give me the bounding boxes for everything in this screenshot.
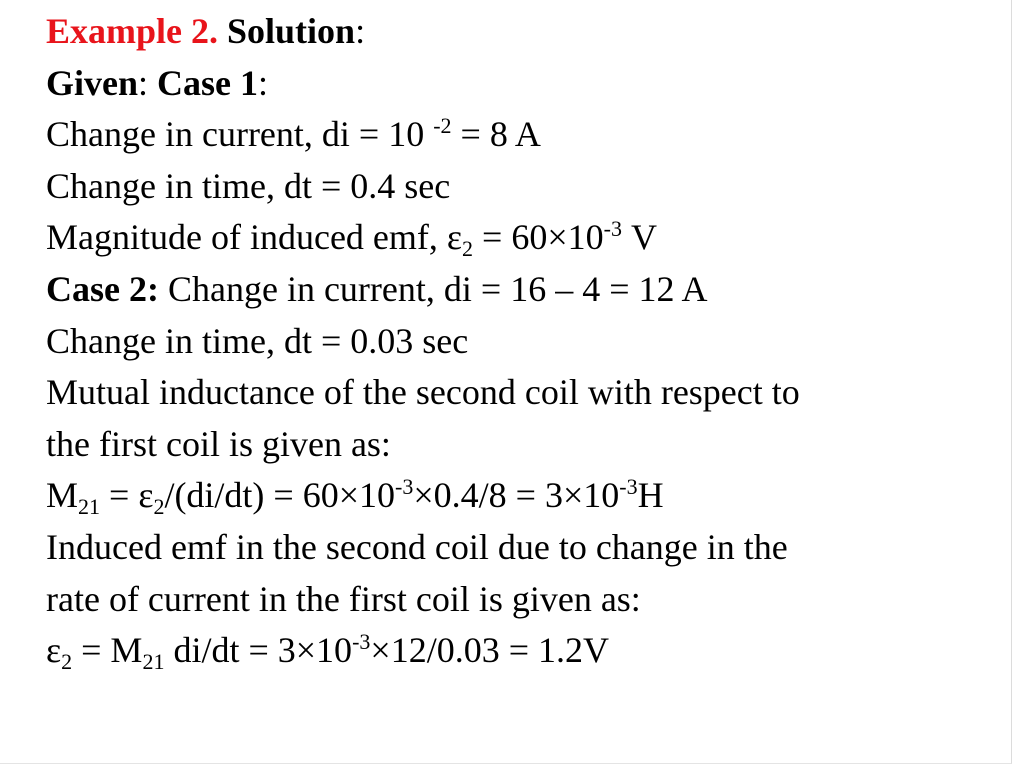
exponent: -3 — [603, 216, 622, 242]
exponent: -2 — [433, 113, 452, 139]
example-title: Example 2. — [46, 11, 219, 51]
given-line — [46, 58, 1006, 110]
eq-part: M — [46, 475, 79, 516]
subscript: 2 — [462, 236, 474, 262]
heading-line — [46, 6, 1006, 58]
case2-line — [46, 264, 1006, 316]
mutual-inductance-line-2: the first coil is given as: — [46, 423, 391, 464]
solution-colon: : — [355, 11, 366, 51]
induced-emf-unit: V — [621, 217, 657, 258]
eq-part: /(di/dt) = 60×10 — [164, 475, 396, 516]
subscript: 21 — [142, 649, 165, 675]
given-separator: : — [138, 62, 158, 103]
current-change-value: = 8 A — [451, 114, 541, 155]
emf-equation — [46, 625, 1006, 677]
induced-emf-second-coil-line-2: rate of current in the first coil is given as: — [46, 578, 641, 619]
exponent: -3 — [352, 629, 371, 655]
case2-label: Case 2: — [46, 268, 159, 309]
case1-colon: : — [258, 62, 269, 103]
subscript: 21 — [78, 494, 101, 520]
induced-emf-value: = 60×10 — [473, 217, 604, 258]
case2-current-change: Change in current, di = 16 – 4 = 12 A — [158, 268, 708, 309]
eq-part: = ε — [100, 475, 154, 516]
exponent: -3 — [395, 474, 414, 500]
m21-equation — [46, 470, 1006, 522]
current-change-line — [46, 109, 1006, 161]
case2-time-line: Change in time, dt = 0.03 sec — [46, 320, 469, 361]
current-change-text: Change in current, di = 10 — [46, 114, 434, 155]
slide-content — [46, 6, 1006, 677]
eq-part: di/dt = 3×10 — [164, 630, 353, 671]
given-label: Given — [46, 62, 139, 103]
solution-label: Solution — [218, 11, 356, 51]
mutual-inductance-line: Mutual inductance of the second coil with respect to — [46, 372, 800, 413]
time-change-line: Change in time, dt = 0.4 sec — [46, 165, 451, 206]
induced-emf-text: Magnitude of induced emf, ε — [46, 217, 463, 258]
eq-part: = M — [72, 630, 143, 671]
subscript: 2 — [153, 494, 165, 520]
induced-emf-line — [46, 212, 1006, 264]
subscript: 2 — [61, 649, 73, 675]
case1-label: Case 1 — [157, 62, 259, 103]
eq-part: H — [637, 475, 664, 516]
eq-part: ε — [46, 630, 62, 671]
exponent: -3 — [619, 474, 638, 500]
eq-part: ×0.4/8 = 3×10 — [413, 475, 620, 516]
eq-part: ×12/0.03 = 1.2V — [370, 630, 609, 671]
induced-emf-second-coil-line: Induced emf in the second coil due to change in the — [46, 526, 788, 567]
